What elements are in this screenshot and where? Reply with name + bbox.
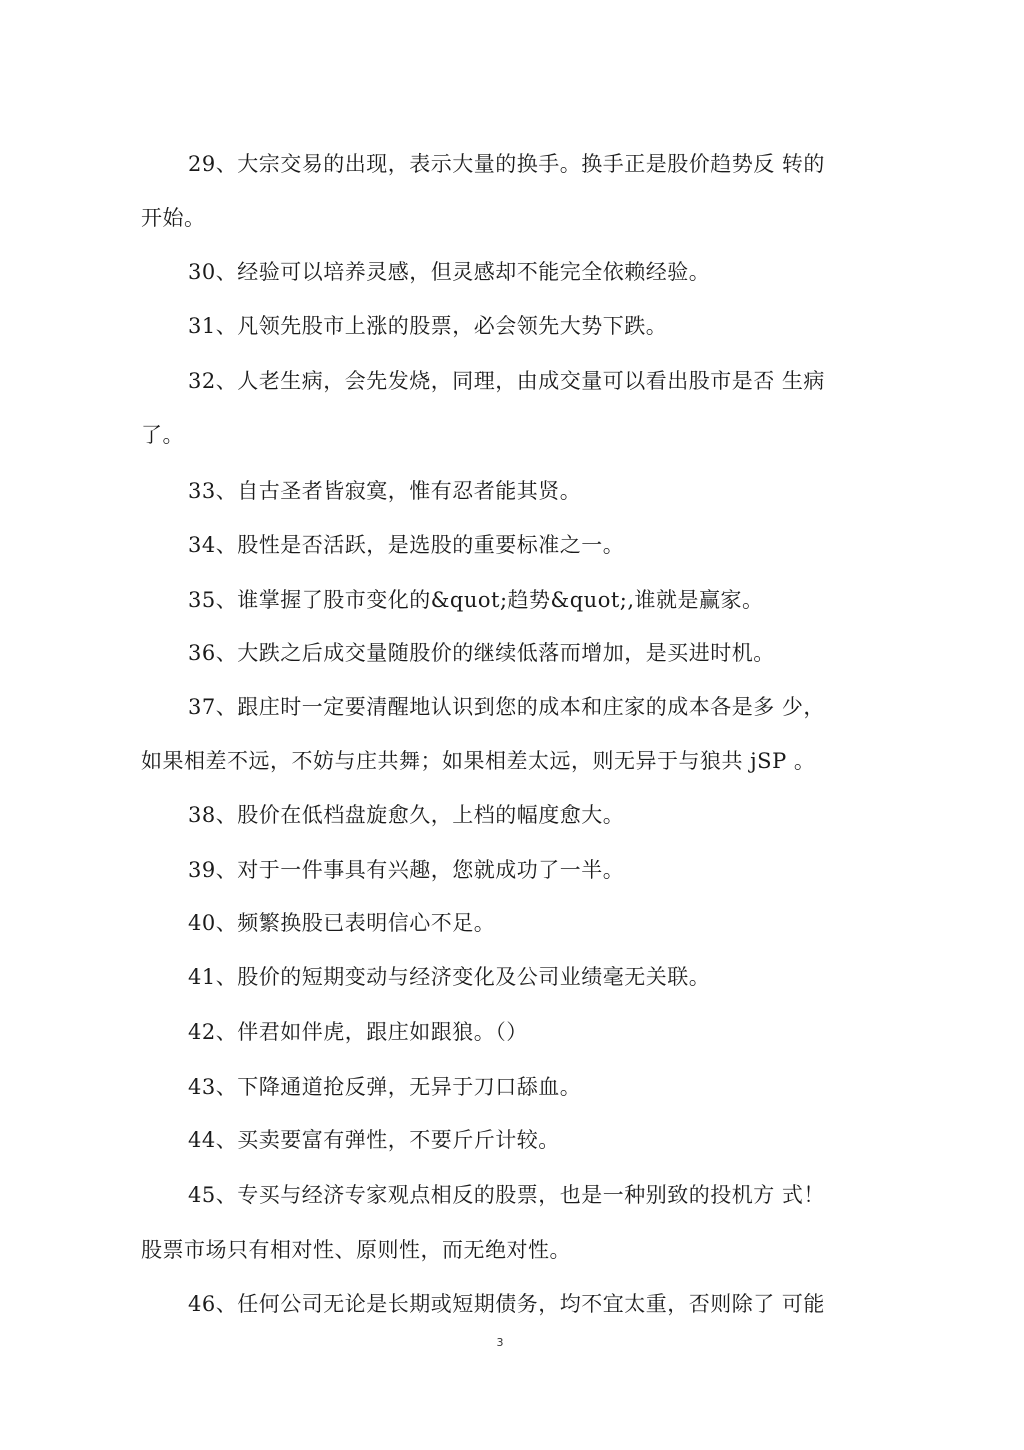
paragraph-40: 40、频繁换股已表明信心不足。 bbox=[188, 911, 496, 935]
paragraph-37-line-1: 37、跟庄时一定要清醒地认识到您的成本和庄家的成本各是多 少， bbox=[188, 695, 825, 719]
paragraph-33: 33、自古圣者皆寂寞，惟有忍者能其贤。 bbox=[188, 479, 582, 503]
paragraph-36: 36、大跌之后成交量随股价的继续低落而增加，是买进时机。 bbox=[188, 641, 775, 665]
paragraph-30: 30、经验可以培养灵感，但灵感却不能完全依赖经验。 bbox=[188, 260, 711, 284]
paragraph-44: 44、买卖要富有弹性，不要斤斤计较。 bbox=[188, 1128, 560, 1152]
paragraph-29-line-1: 29、大宗交易的出现，表示大量的换手。换手正是股价趋势反 转的 bbox=[188, 152, 825, 176]
paragraph-38: 38、股价在低档盘旋愈久，上档的幅度愈大。 bbox=[188, 803, 625, 827]
paragraph-35: 35、谁掌握了股市变化的&quot;趋势&quot;,谁就是赢家。 bbox=[188, 588, 764, 612]
paragraph-37-line-2: 如果相差不远，不妨与庄共舞；如果相差太远，则无异于与狼共 jSP 。 bbox=[141, 749, 816, 773]
paragraph-45-line-2: 股票市场只有相对性、原则性，而无绝对性。 bbox=[141, 1238, 571, 1262]
paragraph-43: 43、下降通道抢反弹，无异于刀口舔血。 bbox=[188, 1075, 582, 1099]
paragraph-39: 39、对于一件事具有兴趣，您就成功了一半。 bbox=[188, 858, 625, 882]
paragraph-32-line-1: 32、人老生病，会先发烧，同理，由成交量可以看出股市是否 生病 bbox=[188, 369, 825, 393]
paragraph-42: 42、伴君如伴虎，跟庄如跟狼。（） bbox=[188, 1020, 528, 1044]
paragraph-46-line-1: 46、任何公司无论是长期或短期债务，均不宜太重，否则除了 可能 bbox=[188, 1292, 825, 1316]
paragraph-45-line-1: 45、专买与经济专家观点相反的股票，也是一种别致的投机方 式！ bbox=[188, 1183, 825, 1207]
paragraph-29-line-2: 开始。 bbox=[141, 206, 206, 230]
page-number: 3 bbox=[496, 1336, 504, 1349]
paragraph-32-line-2: 了。 bbox=[141, 423, 184, 447]
paragraph-34: 34、股性是否活跃，是选股的重要标准之一。 bbox=[188, 533, 625, 557]
paragraph-31: 31、凡领先股市上涨的股票，必会领先大势下跌。 bbox=[188, 314, 668, 338]
paragraph-41: 41、股价的短期变动与经济变化及公司业绩毫无关联。 bbox=[188, 965, 711, 989]
